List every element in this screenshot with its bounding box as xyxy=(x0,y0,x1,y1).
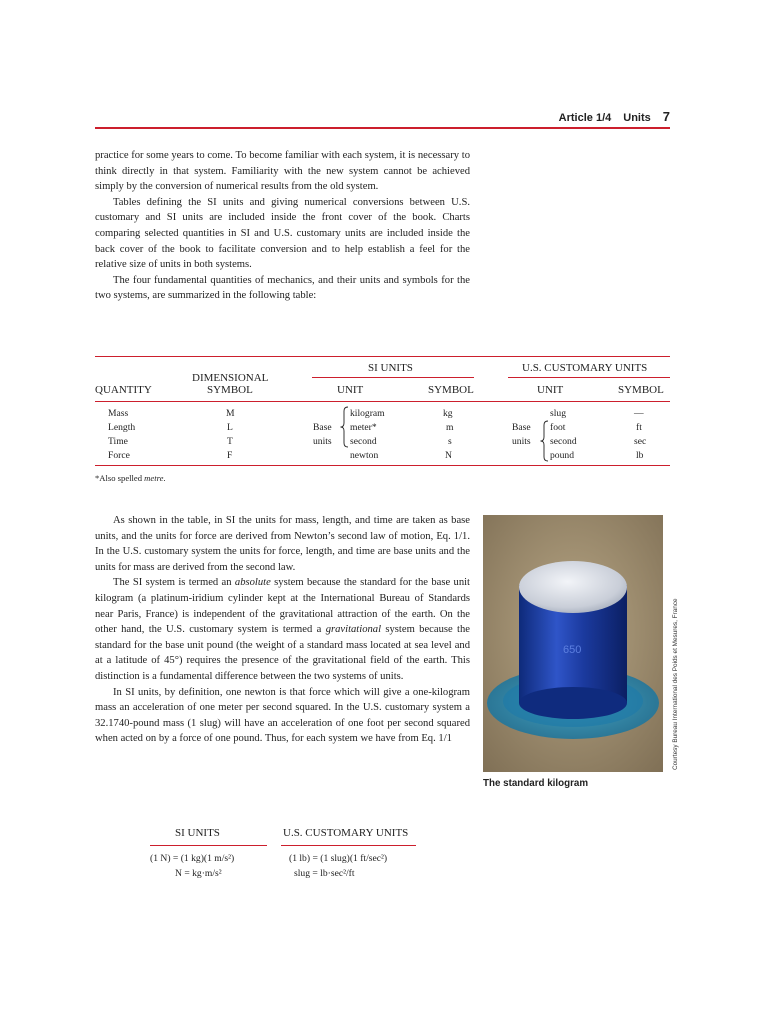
cell-us-unit: second xyxy=(550,436,577,447)
cell-us-unit: slug xyxy=(550,408,566,419)
cell-quantity: Length xyxy=(108,422,136,433)
si-base-label: Base xyxy=(313,422,332,433)
cell-dim: F xyxy=(227,450,233,461)
cell-us-symbol: sec xyxy=(634,436,647,447)
si-equation-2: N = kg·m/s² xyxy=(175,868,222,879)
photo-credit: Courtesy Bureau International des Poids et Mesures, France xyxy=(672,598,679,770)
header-quantity: QUANTITY xyxy=(95,384,152,396)
equations-us-heading: U.S. CUSTOMARY UNITS xyxy=(283,827,409,839)
cell-quantity: Force xyxy=(108,450,130,461)
header-us-units: U.S. CUSTOMARY UNITS xyxy=(522,362,648,374)
table-footnote: *Also spelled metre. xyxy=(95,473,166,483)
cell-us-symbol: — xyxy=(634,408,644,419)
equations-si-rule xyxy=(150,845,267,846)
cell-si-unit: kilogram xyxy=(350,408,385,419)
header-dimensional-symbol: SYMBOL xyxy=(207,384,253,396)
us-equation-2: slug = lb·sec²/ft xyxy=(294,868,355,879)
paragraph-absolute: The SI system is termed an absolute system because the standard for the base unit kilogram (a platinum-iridium cylinder kept at the International Bureau of Standards near Paris, France) is independent of the gravitational attraction of the earth. On the other hand, the U.S. customary system is termed a gravitational system because the standard for the base unit pound (the weight of a standard mass located at sea level and at a latitude of 45°) requires the presence of the gravitational field of the earth. This distinction is a fundamental difference between the two systems of units. xyxy=(95,577,470,682)
footnote-alt-spelling: metre xyxy=(144,473,164,483)
us-units-label: units xyxy=(512,436,531,447)
cell-dim: L xyxy=(227,422,233,433)
cell-si-unit: meter* xyxy=(350,422,377,433)
header-si-units: SI UNITS xyxy=(368,362,413,374)
cell-si-unit: newton xyxy=(350,450,379,461)
cell-us-unit: pound xyxy=(550,450,574,461)
article-label: Article 1/4 xyxy=(558,112,612,124)
header-dimensional: DIMENSIONAL xyxy=(192,372,269,384)
cell-si-symbol: s xyxy=(448,436,452,447)
paragraph: practice for some years to come. To become familiar with each system, it is necessary to think directly in that system. Familiarity with the new system cannot be achieved simply by the conversion of numerical results from the old system. xyxy=(95,150,470,193)
cell-si-symbol: m xyxy=(446,422,454,433)
cell-us-symbol: lb xyxy=(636,450,644,461)
header-us-unit: UNIT xyxy=(537,384,564,396)
header-us-symbol: SYMBOL xyxy=(618,384,664,396)
paragraph: The four fundamental quantities of mechanics, and their units and symbols for the two systems, are summarized in the following table: xyxy=(95,274,470,302)
si-equation-1: (1 N) = (1 kg)(1 m/s²) xyxy=(150,853,235,864)
cell-quantity: Time xyxy=(108,436,128,447)
photo-caption: The standard kilogram xyxy=(483,778,589,789)
cell-si-symbol: N xyxy=(445,450,452,461)
equations-si-heading: SI UNITS xyxy=(175,827,220,839)
cell-dim: T xyxy=(227,436,233,447)
header-si-symbol: SYMBOL xyxy=(428,384,474,396)
cell-quantity: Mass xyxy=(108,408,129,419)
cell-si-unit: second xyxy=(350,436,377,447)
us-equation-1: (1 lb) = (1 slug)(1 ft/sec²) xyxy=(289,853,388,864)
cell-dim: M xyxy=(226,408,235,419)
cell-us-unit: foot xyxy=(550,422,566,433)
cell-us-symbol: ft xyxy=(636,422,642,433)
paragraph-newton: In SI units, by definition, one newton is that force which will give a one-kilogram mass an acceleration of one meter per second squared. In the U.S. customary system a 32.1740-pound mass (1 slug) will have an acceleration of one foot per second squared when acted on by a force of one pound. Thus, for each system we have from Eq. 1/1 xyxy=(95,686,470,745)
paragraph-base-units: As shown in the table, in SI the units for mass, length, and time are taken as base units, and the units for force are derived from Newton’s second law of motion, Eq. 1/1. In the U.S. customary system the units for force, length, and time are base units and the units for mass are derived from the second law. xyxy=(95,515,470,573)
cylinder-engraving: 650 xyxy=(563,644,582,656)
page-number: 7 xyxy=(662,109,670,124)
us-base-label: Base xyxy=(512,422,531,433)
equations-us-rule xyxy=(281,845,416,846)
si-units-label: units xyxy=(313,436,332,447)
header-si-unit: UNIT xyxy=(337,384,364,396)
paragraph: Tables defining the SI units and giving numerical conversions between U.S. customary and SI units are included inside the front cover of the book. Charts comparing selected quantities in SI and U.S. customary units are included inside the back cover of the book to facilitate conversion and to help establish a feel for the relative size of units in both systems. xyxy=(95,196,470,271)
section-title: Units xyxy=(623,112,651,124)
cell-si-symbol: kg xyxy=(443,408,453,419)
